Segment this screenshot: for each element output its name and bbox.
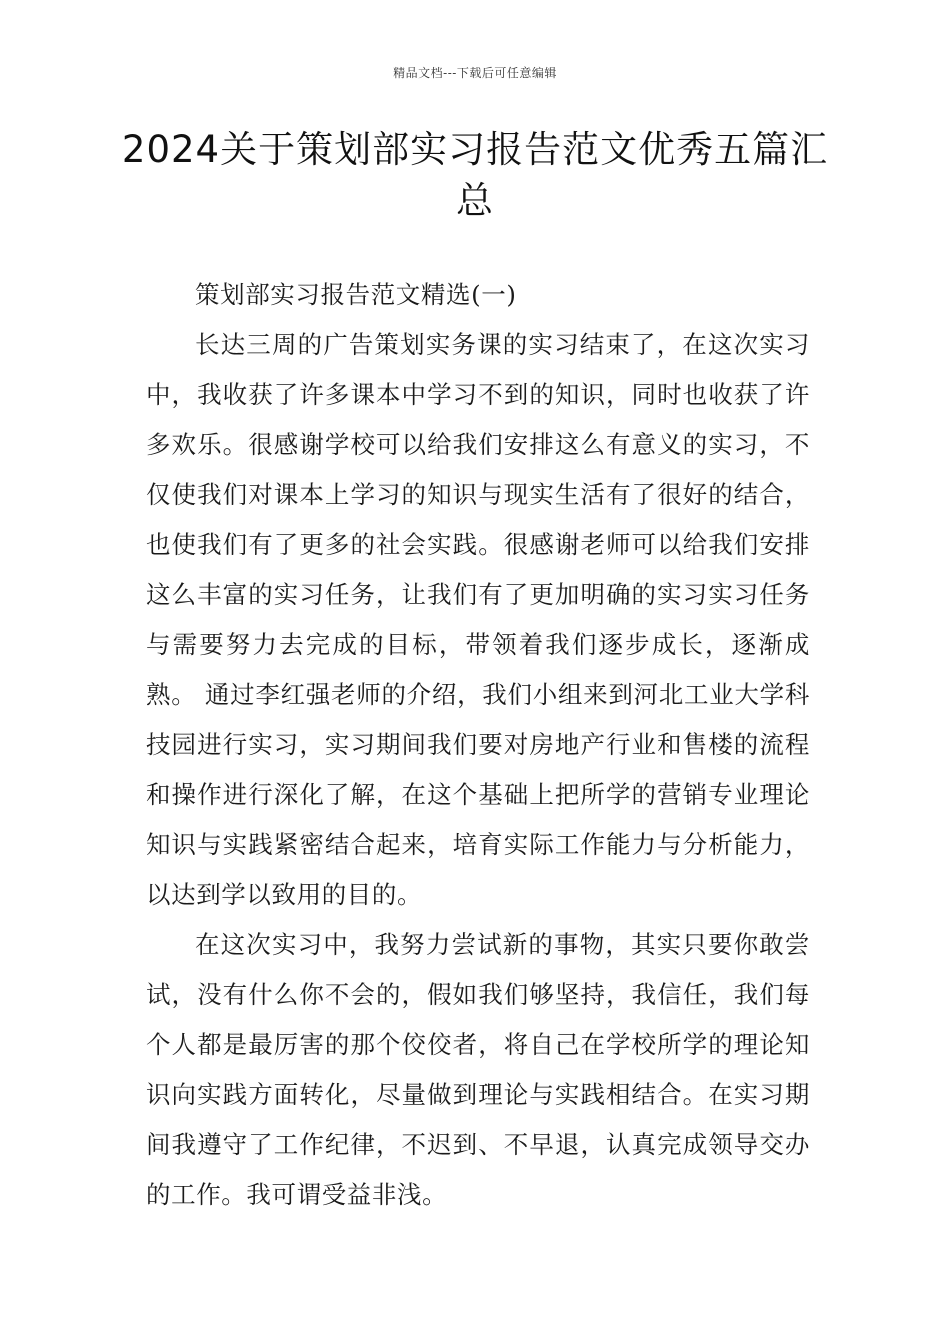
document-body [146, 270, 810, 1220]
document-title: 2024关于策划部实习报告范文优秀五篇汇总 [121, 128, 829, 222]
section-heading: 策划部实习报告范文精选(一) [195, 280, 517, 309]
header-note: 精品文档---下载后可任意编辑 [393, 66, 557, 80]
paragraph-2: 在这次实习中，我努力尝试新的事物，其实只要你敢尝试，没有什么你不会的，假如我们够坚持，我信任，我们每个人都是最厉害的那个佼佼者，将自己在学校所学的理论知识向实践方面转化，尽量做到理论与实践相结合。在实习期间我遵守了工作纪律，不迟到、不早退，认真完成领导交办的工作。我可谓受益非浅。 [146, 930, 810, 1209]
paragraph-1: 长达三周的广告策划实务课的实习结束了，在这次实习中，我收获了许多课本中学习不到的知识，同时也收获了许多欢乐。很感谢学校可以给我们安排这么有意义的实习，不仅使我们对课本上学习的知识与现实生活有了很好的结合，也使我们有了更多的社会实践。很感谢老师可以给我们安排这么丰富的实习任务，让我们有了更加明确的实习实习任务与需要努力去完成的目标，带领着我们逐步成长，逐渐成熟。 通过李红强老师的介绍，我们小组来到河北工业大学科技园进行实习，实习期间我们要对房地产行业和售楼的流程和操作进行深化了解，在这个基础上把所学的营销专业理论知识与实践紧密结合起来，培育实际工作能力与分析能力，以达到学以致用的目的。 [146, 330, 810, 909]
